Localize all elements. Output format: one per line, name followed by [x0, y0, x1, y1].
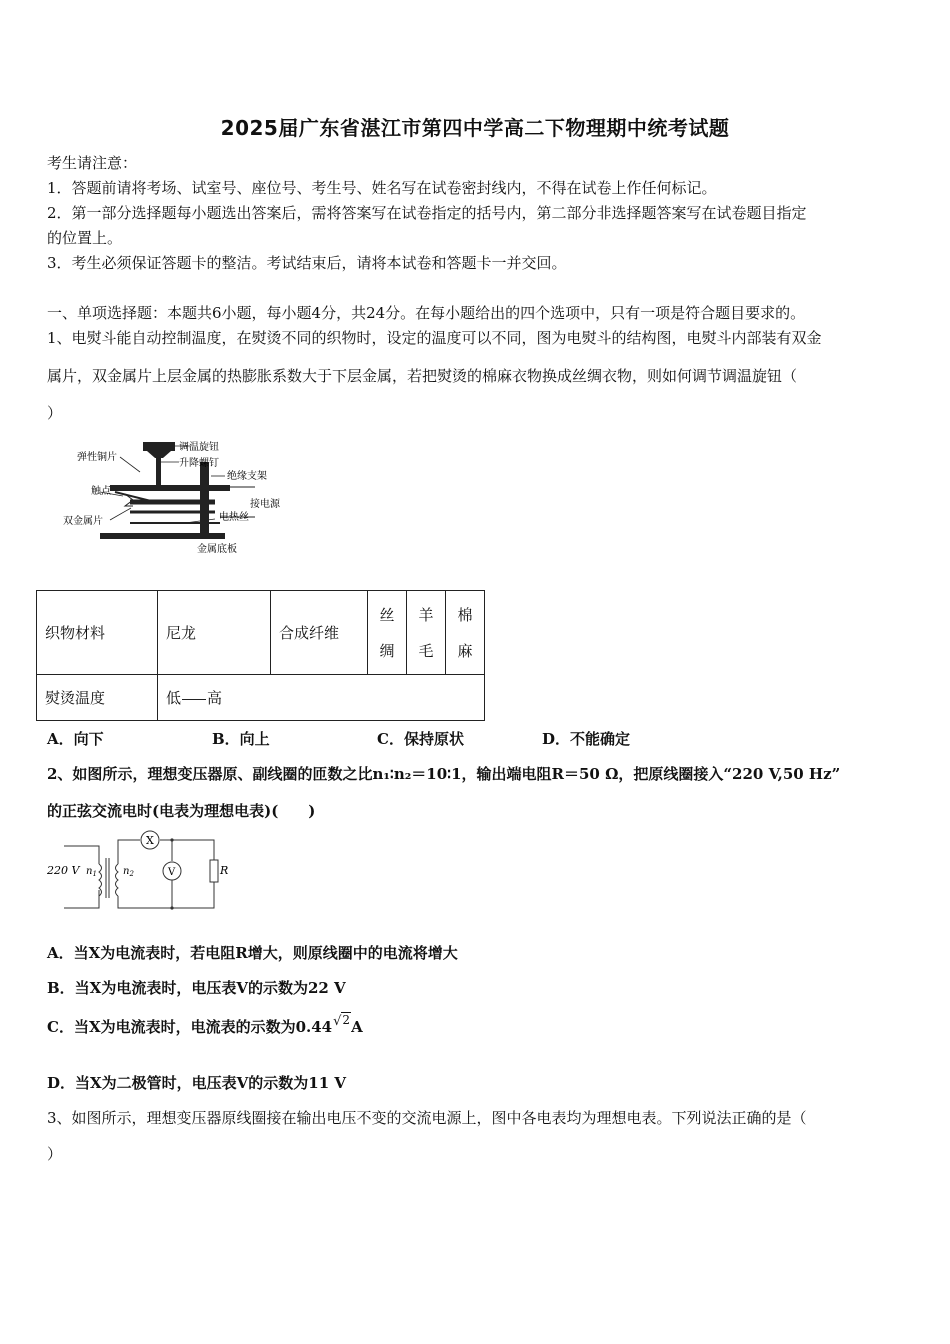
screw-shape — [156, 458, 161, 488]
table-cell-silk: 丝 绸 — [368, 591, 407, 675]
sqrt-icon: √ — [333, 1014, 342, 1029]
notice-heading: 考生请注意： — [47, 154, 138, 172]
table-cell-cotton: 棉 麻 — [446, 591, 485, 675]
temp-high: 高 — [207, 689, 223, 707]
label-source: 220 V — [47, 864, 80, 877]
q2-text-line-1: 2、如图所示，理想变压器原、副线圈的匝数之比n₁∶n₂＝10∶1，输出端电阻R＝50 Ω，把原线圈接入“220 V,50 Hz” — [47, 765, 841, 783]
label-knob: 调温旋钮 — [179, 442, 219, 453]
label-support: 绝缘支架 — [227, 471, 267, 482]
table-row2-label: 熨烫温度 — [37, 675, 158, 721]
section-heading: 一、单项选择题：本题共6小题，每小题4分，共24分。在每小题给出的四个选项中，只有一项是符合题目要求的。 — [47, 304, 806, 322]
label-power: 接电源 — [250, 499, 280, 510]
label-spring: 弹性铜片 — [77, 452, 117, 463]
q1-option-c[interactable]: C．保持原状 — [377, 730, 464, 748]
label-n2: $n_2$ — [123, 866, 134, 878]
q2-text-line-2: 的正弦交流电时(电表为理想电表)( ) — [47, 802, 316, 820]
temp-arrow — [182, 699, 206, 700]
label-n1: $n_1$ — [86, 866, 97, 878]
q2-option-c-text: C．当X为电流表时，电流表的示数为0.44 — [47, 1018, 333, 1036]
label-contact: 触点 — [91, 486, 111, 497]
notice-item-3: 3．考生必须保证答题卡的整洁。考试结束后，请将本试卷和答题卡一并交回。 — [47, 254, 567, 272]
q1-text-line-3: ） — [47, 404, 63, 422]
page-title: 2025届广东省湛江市第四中学高二下物理期中统考试题 — [220, 116, 730, 140]
q2-option-a[interactable]: A．当X为电流表时，若电阻R增大，则原线圈中的电流将增大 — [47, 944, 458, 962]
q2-option-d[interactable]: D．当X为二极管时，电压表V的示数为11 V — [47, 1074, 347, 1092]
notice-item-2-cont: 的位置上。 — [47, 229, 123, 247]
temp-low: 低 — [166, 689, 182, 707]
label-meter-x: X — [146, 834, 154, 847]
q1-text-line-2: 属片，双金属片上层金属的热膨胀系数大于下层金属，若把熨烫的棉麻衣物换成丝绸衣物，则如何调节调温旋钮（ — [47, 367, 798, 385]
q1-text-line-1: 1、电熨斗能自动控制温度，在熨烫不同的织物时，设定的温度可以不同，图为电熨斗的结构图，电熨斗内部装有双金 — [47, 329, 822, 347]
q3-text-line-2: ） — [47, 1145, 63, 1163]
fabric-temperature-table — [36, 590, 485, 721]
q1-option-a[interactable]: A．向下 — [47, 730, 104, 748]
notice-item-2: 2．第一部分选择题每小题选出答案后，需将答案写在试卷指定的括号内，第二部分非选择题答案写在试卷题目指定 — [47, 204, 807, 222]
table-temp-range — [158, 675, 485, 721]
q1-option-d[interactable]: D．不能确定 — [542, 730, 631, 748]
q1-option-b[interactable]: B．向上 — [212, 730, 270, 748]
table-cell-synthetic: 合成纤维 — [271, 591, 368, 675]
label-meter-v: V — [168, 867, 176, 878]
label-screw: 升降螺钉 — [179, 458, 219, 469]
sqrt-radicand: 2 — [342, 1013, 351, 1027]
label-base: 金属底板 — [197, 544, 237, 555]
iron-structure-figure — [55, 432, 315, 560]
label-bimetal: 双金属片 — [63, 516, 103, 527]
resistor-shape — [210, 860, 218, 882]
table-cell-wool: 羊 毛 — [407, 591, 446, 675]
transformer-circuit-figure — [44, 828, 244, 912]
knob-shape — [143, 442, 175, 451]
table-cell-nylon: 尼龙 — [158, 591, 271, 675]
notice-item-1: 1．答题前请将考场、试室号、座位号、考生号、姓名写在试卷密封线内，不得在试卷上作任何标记。 — [47, 179, 717, 197]
label-wire: 电热丝 — [219, 512, 249, 523]
label-resistor: R — [220, 864, 229, 877]
q2-option-b[interactable]: B．当X为电流表时，电压表V的示数为22 V — [47, 979, 346, 997]
q2-option-c-unit: A — [351, 1018, 363, 1036]
q3-text-line-1: 3、如图所示，理想变压器原线圈接在输出电压不变的交流电源上，图中各电表均为理想电表。下列说法正确的是（ — [47, 1109, 807, 1127]
q2-option-c[interactable] — [47, 1013, 363, 1037]
table-row1-label: 织物材料 — [37, 591, 158, 675]
